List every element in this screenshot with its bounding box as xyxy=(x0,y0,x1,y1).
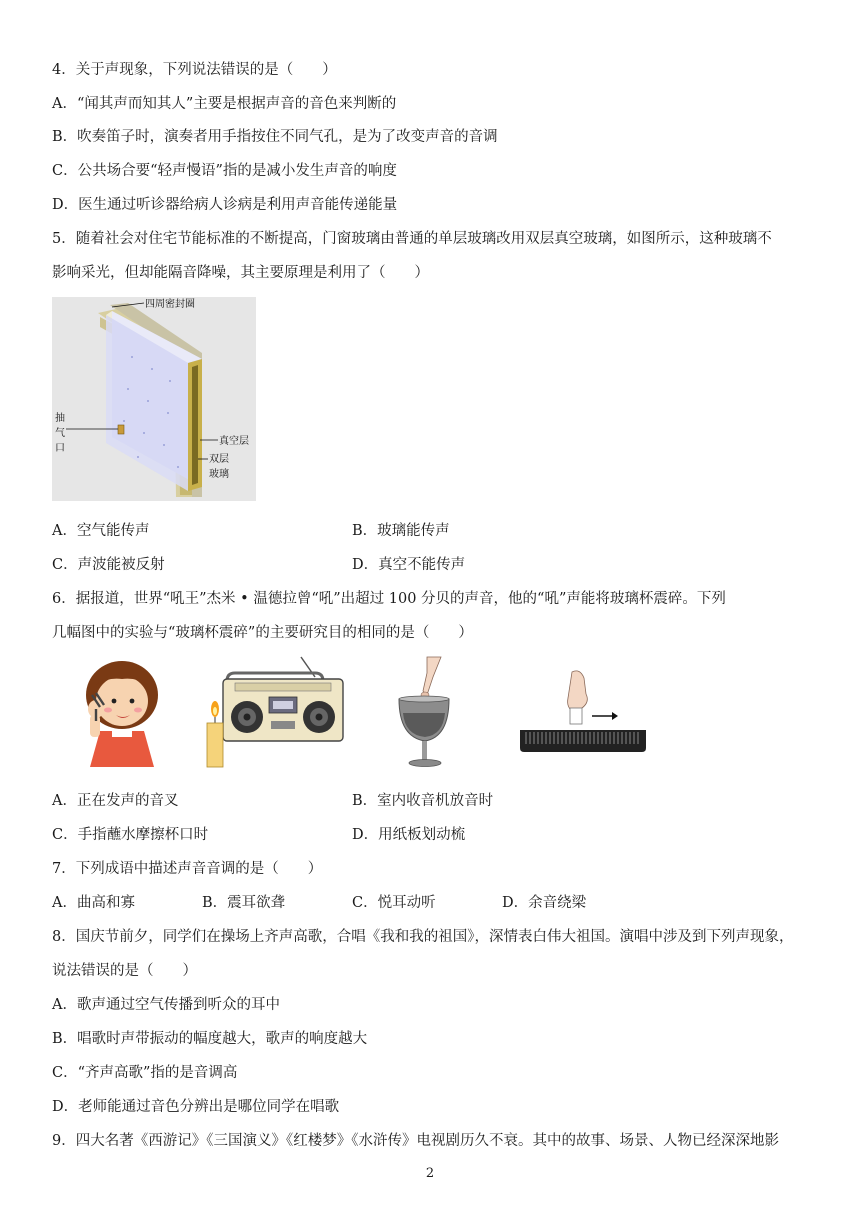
label-vent-1: 抽 xyxy=(55,413,65,424)
q7-stem: 7．下列成语中描述声音音调的是（ ） xyxy=(52,861,323,877)
double-vacuum-glass-figure xyxy=(52,297,256,501)
q6-option-c: C．手指蘸水摩擦杯口时 xyxy=(52,827,209,843)
q6-option-b: B．室内收音机放音时 xyxy=(352,793,494,809)
q8-option-b: B．唱歌时声带振动的幅度越大，歌声的响度越大 xyxy=(52,1031,368,1047)
q4-option-d: D．医生通过听诊器给病人诊病是利用声音能传递能量 xyxy=(52,197,398,213)
q4-option-c: C．公共场合要“轻声慢语”指的是减小发生声音的响度 xyxy=(52,163,397,179)
q7-option-c: C．悦耳动听 xyxy=(352,895,436,911)
q6-option-d: D．用纸板划动梳 xyxy=(352,827,466,843)
card-comb-figure xyxy=(518,668,648,758)
q4-option-b: B．吹奏笛子时，演奏者用手指按住不同气孔，是为了改变声音的音调 xyxy=(52,129,498,145)
q5-stem-line2: 影响采光，但却能隔音降噪，其主要原理是利用了（ ） xyxy=(52,265,429,281)
label-vent-2: 气 xyxy=(55,428,65,439)
q8-option-c: C．“齐声高歌”指的是音调高 xyxy=(52,1065,238,1081)
q8-stem-line2: 说法错误的是（ ） xyxy=(52,963,197,979)
label-vent-3: 口 xyxy=(55,443,65,454)
finger-wine-glass-figure xyxy=(385,655,461,771)
q5-stem-line1: 5．随着社会对住宅节能标准的不断提高，门窗玻璃由普通的单层玻璃改用双层真空玻璃，如图所示，这种玻璃不 xyxy=(52,231,772,247)
q6-stem-line1: 6．据报道，世界“吼王”杰米 • 温德拉曾“吼”出超过 100 分贝的声音，他的“吼”声能将玻璃杯震碎。下列 xyxy=(52,591,726,607)
q7-option-d: D．余音绕梁 xyxy=(502,895,587,911)
q6-option-a: A．正在发声的音叉 xyxy=(52,793,179,809)
q5-option-b: B．玻璃能传声 xyxy=(352,523,450,539)
q8-stem-line1: 8．国庆节前夕，同学们在操场上齐声高歌，合唱《我和我的祖国》，深情表白伟大祖国。演唱中涉及到下列声现象， xyxy=(52,929,794,945)
q8-option-a: A．歌声通过空气传播到听众的耳中 xyxy=(52,997,280,1013)
q4-stem: 4．关于声现象，下列说法错误的是（ ） xyxy=(52,62,337,78)
q6-stem-line2: 几幅图中的实验与“玻璃杯震碎”的主要研究目的相同的是（ ） xyxy=(52,625,473,641)
q7-option-a: A．曲高和寡 xyxy=(52,895,135,911)
label-vacuum-layer: 真空层 xyxy=(219,436,249,447)
q7-option-b: B．震耳欲聋 xyxy=(202,895,286,911)
q9-stem-line1: 9．四大名著《西游记》《三国演义》《红楼梦》《水浒传》电视剧历久不衰。其中的故事、场景、人物已经深深地影 xyxy=(52,1133,779,1149)
page-number: 2 xyxy=(425,1166,435,1181)
label-double-1: 双层 xyxy=(209,454,229,465)
q8-option-d: D．老师能通过音色分辨出是哪位同学在唱歌 xyxy=(52,1099,340,1115)
radio-candle-figure xyxy=(205,655,345,771)
q5-option-c: C．声波能被反射 xyxy=(52,557,165,573)
girl-tuning-fork-figure xyxy=(74,655,170,771)
label-seal: 四周密封圈 xyxy=(145,299,195,310)
q5-option-a: A．空气能传声 xyxy=(52,523,150,539)
label-double-2: 玻璃 xyxy=(209,469,229,480)
q4-option-a: A．“闻其声而知其人”主要是根据声音的音色来判断的 xyxy=(52,96,397,112)
q5-option-d: D．真空不能传声 xyxy=(352,557,466,573)
